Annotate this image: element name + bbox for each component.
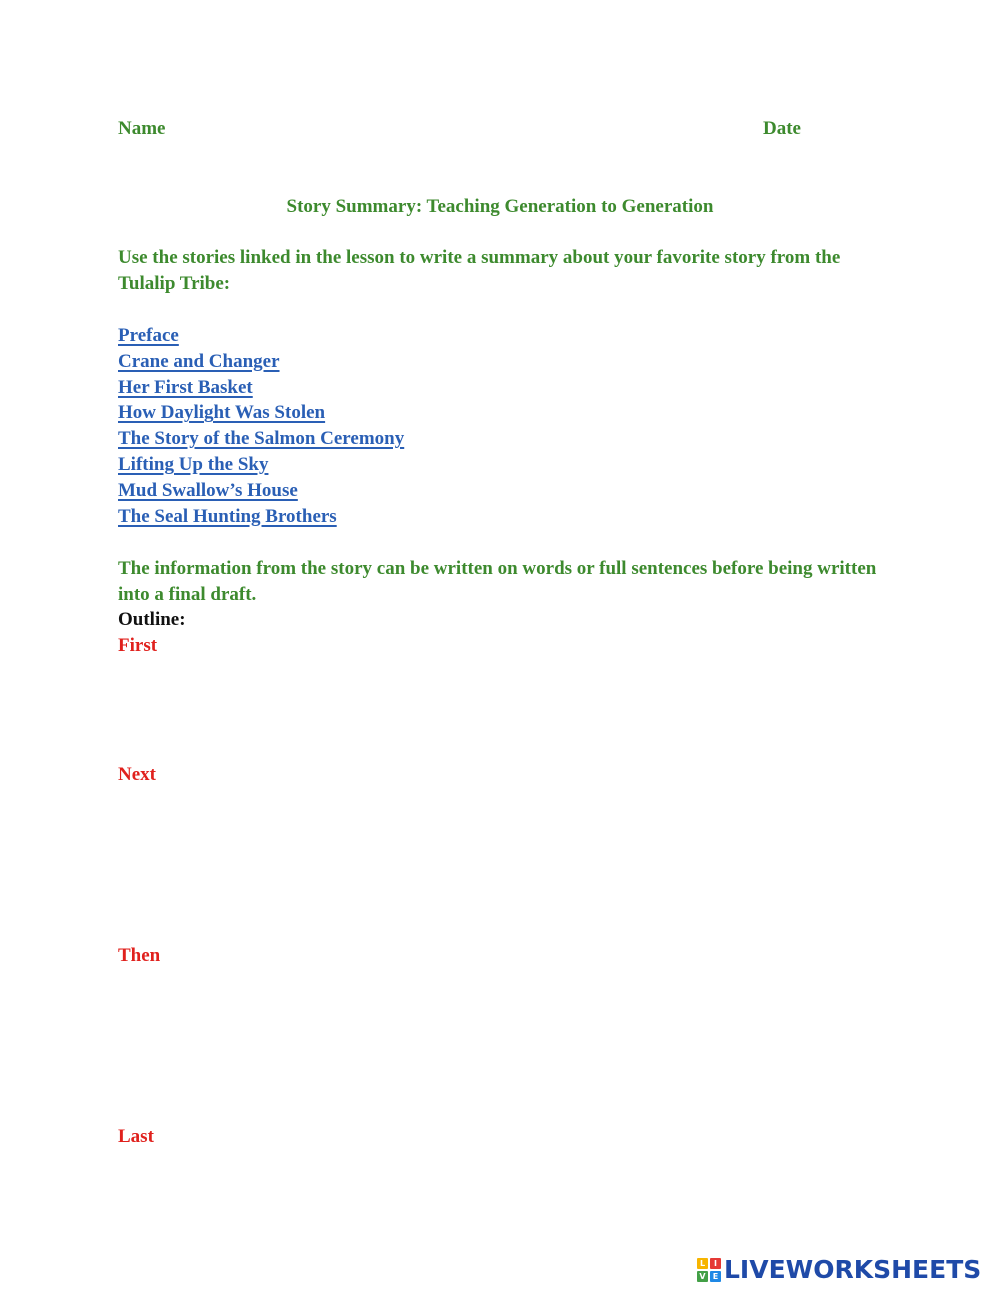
story-link-crane-and-changer[interactable]: Crane and Changer bbox=[118, 350, 280, 372]
story-link-her-first-basket[interactable]: Her First Basket bbox=[118, 376, 253, 398]
story-link-list bbox=[118, 323, 404, 529]
story-link-mud-swallows-house[interactable]: Mud Swallow’s House bbox=[118, 479, 298, 501]
date-label: Date bbox=[763, 118, 801, 139]
story-link-salmon-ceremony[interactable]: The Story of the Salmon Ceremony bbox=[118, 428, 405, 450]
story-link-lifting-up-the-sky[interactable]: Lifting Up the Sky bbox=[118, 453, 269, 475]
name-label: Name bbox=[118, 118, 166, 139]
logo-block-v: V bbox=[697, 1271, 708, 1282]
logo-block-l: L bbox=[697, 1258, 708, 1269]
story-link-preface[interactable]: Preface bbox=[118, 325, 179, 346]
instructions-text: Use the stories linked in the lesson to write a summary about your favorite story from the Tulalip Tribe: bbox=[118, 247, 841, 294]
info-text: The information from the story can be written on words or full sentences before being written into a final draft. bbox=[118, 558, 877, 605]
logo-text: LIVEWORKSHEETS bbox=[724, 1255, 982, 1284]
page-title: Story Summary: Teaching Generation to Generation bbox=[286, 196, 714, 217]
logo-blocks-icon bbox=[697, 1258, 721, 1282]
outline-then-label: Then bbox=[118, 945, 161, 966]
outline-label: Outline: bbox=[118, 609, 186, 630]
logo-block-e: E bbox=[710, 1271, 721, 1282]
outline-first-label: First bbox=[118, 635, 158, 656]
liveworksheets-logo bbox=[697, 1255, 981, 1285]
logo-block-i: I bbox=[710, 1258, 721, 1269]
story-link-how-daylight-was-stolen[interactable]: How Daylight Was Stolen bbox=[118, 402, 326, 424]
outline-next-label: Next bbox=[118, 764, 156, 785]
story-link-seal-hunting-brothers[interactable]: The Seal Hunting Brothers bbox=[118, 505, 337, 527]
outline-last-label: Last bbox=[118, 1126, 154, 1147]
